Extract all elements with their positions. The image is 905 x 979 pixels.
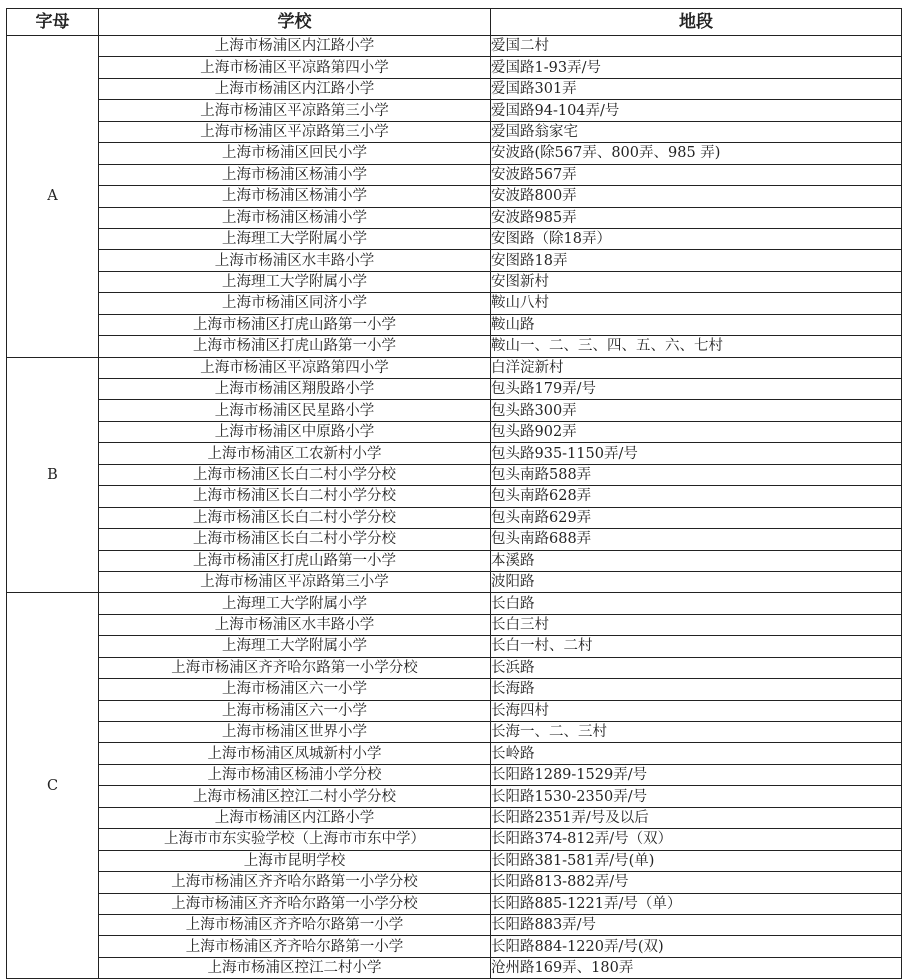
section-cell: 鞍山八村: [491, 293, 902, 314]
section-cell: 安波路567弄: [491, 164, 902, 185]
table-row: [7, 786, 902, 807]
school-cell: 上海市杨浦区民星路小学: [99, 400, 491, 421]
table-row: [7, 293, 902, 314]
school-cell: 上海市杨浦区齐齐哈尔路第一小学: [99, 936, 491, 957]
school-cell: 上海市杨浦区平凉路第三小学: [99, 571, 491, 592]
table-row: [7, 357, 902, 378]
school-cell: 上海市杨浦区齐齐哈尔路第一小学分校: [99, 872, 491, 893]
section-cell: 包头南路629弄: [491, 507, 902, 528]
table-row: [7, 893, 902, 914]
school-cell: 上海市杨浦区齐齐哈尔路第一小学分校: [99, 893, 491, 914]
table-row: [7, 679, 902, 700]
school-cell: 上海市杨浦区齐齐哈尔路第一小学: [99, 914, 491, 935]
section-cell: 爱国二村: [491, 36, 902, 57]
table-row: [7, 400, 902, 421]
school-cell: 上海市杨浦区打虎山路第一小学: [99, 550, 491, 571]
table-row: [7, 207, 902, 228]
table-row: [7, 529, 902, 550]
school-cell: 上海市杨浦区长白二村小学分校: [99, 486, 491, 507]
section-cell: 爱国路翁家宅: [491, 121, 902, 142]
table-row: [7, 336, 902, 357]
letter-cell: C: [7, 593, 99, 979]
school-cell: 上海市杨浦区杨浦小学: [99, 186, 491, 207]
table-row: [7, 829, 902, 850]
table-row: [7, 164, 902, 185]
section-cell: 长阳路884-1220弄/号(双): [491, 936, 902, 957]
school-cell: 上海市杨浦区六一小学: [99, 679, 491, 700]
section-cell: 包头路300弄: [491, 400, 902, 421]
section-cell: 长阳路813-882弄/号: [491, 872, 902, 893]
section-cell: 安图路（除18弄）: [491, 228, 902, 249]
table-row: [7, 36, 902, 57]
table-row: [7, 850, 902, 871]
header-section: 地段: [491, 9, 902, 36]
school-cell: 上海市杨浦区杨浦小学: [99, 207, 491, 228]
table-row: [7, 936, 902, 957]
section-cell: 长阳路1289-1529弄/号: [491, 764, 902, 785]
table-row: [7, 914, 902, 935]
section-cell: 爱国路94-104弄/号: [491, 100, 902, 121]
section-cell: 长阳路885-1221弄/号（单）: [491, 893, 902, 914]
section-cell: 安波路800弄: [491, 186, 902, 207]
school-cell: 上海市杨浦区长白二村小学分校: [99, 529, 491, 550]
school-cell: 上海理工大学附属小学: [99, 228, 491, 249]
school-cell: 上海市杨浦区平凉路第三小学: [99, 121, 491, 142]
table-row: [7, 614, 902, 635]
table-row: [7, 228, 902, 249]
table-row: [7, 271, 902, 292]
header-school: 学校: [99, 9, 491, 36]
table-row: [7, 186, 902, 207]
section-cell: 爱国路1-93弄/号: [491, 57, 902, 78]
section-cell: 包头南路628弄: [491, 486, 902, 507]
section-cell: 包头路179弄/号: [491, 379, 902, 400]
letter-cell: A: [7, 36, 99, 358]
section-cell: 长浜路: [491, 657, 902, 678]
school-cell: 上海市杨浦区六一小学: [99, 700, 491, 721]
section-cell: 安波路(除567弄、800弄、985 弄): [491, 143, 902, 164]
table-row: [7, 121, 902, 142]
section-cell: 长阳路381-581弄/号(单): [491, 850, 902, 871]
section-cell: 长白路: [491, 593, 902, 614]
section-cell: 长海路: [491, 679, 902, 700]
school-cell: 上海理工大学附属小学: [99, 271, 491, 292]
school-cell: 上海市杨浦区同济小学: [99, 293, 491, 314]
school-cell: 上海市杨浦区平凉路第三小学: [99, 100, 491, 121]
school-cell: 上海理工大学附属小学: [99, 593, 491, 614]
section-cell: 包头路902弄: [491, 421, 902, 442]
school-cell: 上海市杨浦区杨浦小学: [99, 164, 491, 185]
table-row: [7, 143, 902, 164]
school-cell: 上海市杨浦区杨浦小学分校: [99, 764, 491, 785]
section-cell: 鞍山一、二、三、四、五、六、七村: [491, 336, 902, 357]
table-row: [7, 57, 902, 78]
section-cell: 长阳路374-812弄/号（双）: [491, 829, 902, 850]
school-cell: 上海市杨浦区打虎山路第一小学: [99, 314, 491, 335]
section-cell: 长岭路: [491, 743, 902, 764]
table-row: [7, 486, 902, 507]
table-row: [7, 957, 902, 978]
table-row: [7, 743, 902, 764]
table-row: [7, 657, 902, 678]
section-cell: 爱国路301弄: [491, 78, 902, 99]
school-cell: 上海市杨浦区平凉路第四小学: [99, 57, 491, 78]
school-cell: 上海市杨浦区内江路小学: [99, 807, 491, 828]
section-cell: 本溪路: [491, 550, 902, 571]
table-row: [7, 379, 902, 400]
table-row: [7, 593, 902, 614]
school-cell: 上海理工大学附属小学: [99, 636, 491, 657]
section-cell: 长白三村: [491, 614, 902, 635]
table-row: [7, 421, 902, 442]
section-cell: 长阳路2351弄/号及以后: [491, 807, 902, 828]
section-cell: 长白一村、二村: [491, 636, 902, 657]
school-cell: 上海市昆明学校: [99, 850, 491, 871]
section-cell: 白洋淀新村: [491, 357, 902, 378]
school-cell: 上海市杨浦区齐齐哈尔路第一小学分校: [99, 657, 491, 678]
table-row: [7, 636, 902, 657]
school-cell: 上海市杨浦区控江二村小学: [99, 957, 491, 978]
school-cell: 上海市杨浦区翔殷路小学: [99, 379, 491, 400]
school-cell: 上海市杨浦区中原路小学: [99, 421, 491, 442]
school-district-table: [6, 8, 902, 979]
section-cell: 包头南路688弄: [491, 529, 902, 550]
section-cell: 安波路985弄: [491, 207, 902, 228]
table-body: [7, 36, 902, 979]
letter-cell: B: [7, 357, 99, 593]
table-row: [7, 550, 902, 571]
school-cell: 上海市杨浦区世界小学: [99, 722, 491, 743]
school-cell: 上海市杨浦区长白二村小学分校: [99, 464, 491, 485]
table-row: [7, 872, 902, 893]
school-cell: 上海市杨浦区内江路小学: [99, 36, 491, 57]
section-cell: 长海一、二、三村: [491, 722, 902, 743]
section-cell: 沧州路169弄、180弄: [491, 957, 902, 978]
school-cell: 上海市杨浦区水丰路小学: [99, 614, 491, 635]
table-row: [7, 314, 902, 335]
section-cell: 包头路935-1150弄/号: [491, 443, 902, 464]
section-cell: 安图路18弄: [491, 250, 902, 271]
school-cell: 上海市杨浦区控江二村小学分校: [99, 786, 491, 807]
school-cell: 上海市市东实验学校（上海市市东中学）: [99, 829, 491, 850]
section-cell: 长阳路1530-2350弄/号: [491, 786, 902, 807]
section-cell: 长阳路883弄/号: [491, 914, 902, 935]
school-cell: 上海市杨浦区内江路小学: [99, 78, 491, 99]
school-cell: 上海市杨浦区平凉路第四小学: [99, 357, 491, 378]
table-row: [7, 507, 902, 528]
table-row: [7, 100, 902, 121]
section-cell: 安图新村: [491, 271, 902, 292]
table-row: [7, 571, 902, 592]
table-row: [7, 464, 902, 485]
table-row: [7, 250, 902, 271]
school-cell: 上海市杨浦区凤城新村小学: [99, 743, 491, 764]
section-cell: 鞍山路: [491, 314, 902, 335]
section-cell: 长海四村: [491, 700, 902, 721]
table-row: [7, 78, 902, 99]
school-cell: 上海市杨浦区打虎山路第一小学: [99, 336, 491, 357]
section-cell: 波阳路: [491, 571, 902, 592]
header-row: [7, 9, 902, 36]
school-cell: 上海市杨浦区水丰路小学: [99, 250, 491, 271]
school-cell: 上海市杨浦区长白二村小学分校: [99, 507, 491, 528]
table-row: [7, 700, 902, 721]
table-row: [7, 443, 902, 464]
table-row: [7, 764, 902, 785]
school-cell: 上海市杨浦区回民小学: [99, 143, 491, 164]
school-cell: 上海市杨浦区工农新村小学: [99, 443, 491, 464]
table-row: [7, 807, 902, 828]
section-cell: 包头南路588弄: [491, 464, 902, 485]
table-row: [7, 722, 902, 743]
header-letter: 字母: [7, 9, 99, 36]
